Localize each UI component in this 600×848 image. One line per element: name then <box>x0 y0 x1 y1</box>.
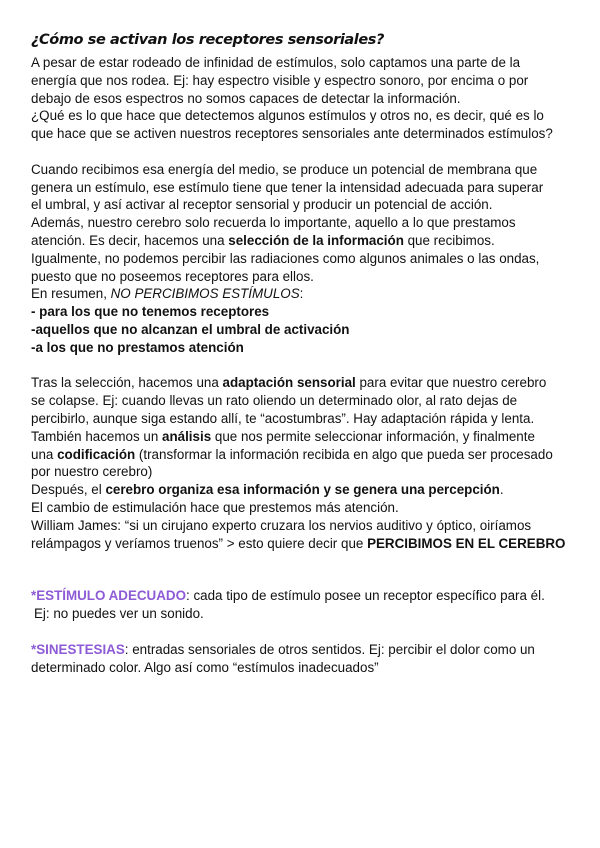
text-line <box>31 285 576 303</box>
note-synesthesia <box>31 641 576 677</box>
text-span: : cada tipo de estímulo posee un receptor específico para él. <box>186 588 545 604</box>
text-line: percibirlo, aunque siga estando allí, te “acostumbras”. Hay adaptación rápida y lenta. <box>31 410 535 426</box>
bold-term: análisis <box>162 428 212 444</box>
text-line: Además, nuestro cerebro solo recuerda lo importante, aquello a lo que prestamos <box>31 215 516 231</box>
text-line: Cuando recibimos esa energía del medio, se produce un potencial de membrana que <box>31 161 538 177</box>
text-line: se colapse. Ej: cuando llevas un rato oliendo un determinado olor, al rato dejas de <box>31 393 518 409</box>
text-span: Después, el <box>31 482 106 498</box>
text-line: por nuestro cerebro) <box>31 464 153 480</box>
text-line: que hace que se activen nuestros receptores sensoriales ante determinados estímulos? <box>31 126 553 142</box>
text-line <box>31 232 576 250</box>
text-line: Ej: no puedes ver un sonido. <box>34 606 204 622</box>
text-line: debajo de esos espectros no somos capaces de detectar la información. <box>31 90 461 106</box>
summary-item <box>31 339 576 357</box>
spacer <box>31 143 576 161</box>
bold-item: - para los que no tenemos receptores <box>31 304 270 320</box>
text-span: para evitar que nuestro cerebro <box>355 375 547 391</box>
text-line: determinado color. Algo así como “estímulos inadecuados” <box>31 659 379 675</box>
text-line: Igualmente, no podemos percibir las radiaciones como algunos animales o las ondas, <box>31 250 540 266</box>
text-span: una <box>31 446 58 462</box>
text-line <box>31 374 576 392</box>
text-span: Tras la selección, hacemos una <box>31 375 223 391</box>
adaptation-paragraph <box>31 374 576 552</box>
text-span: También hacemos un <box>31 428 163 444</box>
document-page <box>31 30 576 676</box>
bold-term: adaptación sensorial <box>222 375 356 391</box>
italic-term: NO PERCIBIMOS ESTÍMULOS <box>110 286 300 302</box>
text-span: En resumen, <box>31 286 111 302</box>
text-line <box>31 641 576 659</box>
text-line <box>31 481 576 499</box>
text-line <box>31 587 576 605</box>
text-span: que recibimos. <box>403 232 495 248</box>
text-span: atención. Es decir, hacemos una <box>31 232 229 248</box>
text-span: (transformar la información recibida en algo que pueda ser procesado <box>135 446 553 462</box>
text-line: El cambio de estimulación hace que prestemos más atención. <box>31 499 399 515</box>
intro-paragraph <box>31 54 576 143</box>
note-term: *SINESTESIAS <box>31 641 125 657</box>
bold-term: PERCIBIMOS EN EL CEREBRO <box>367 535 566 551</box>
spacer <box>31 552 576 587</box>
text-line: ¿Qué es lo que hace que detectemos algunos estímulos y otros no, es decir, qué es lo <box>31 108 544 124</box>
text-span: que nos permite seleccionar información, y finalmente <box>211 428 535 444</box>
text-span: : <box>299 286 304 302</box>
bold-item: -a los que no prestamos atención <box>31 339 244 355</box>
bold-term: cerebro organiza esa información y se genera una percepción <box>105 482 500 498</box>
bold-term: codificación <box>57 446 136 462</box>
text-line: A pesar de estar rodeado de infinidad de estímulos, solo captamos una parte de la <box>31 55 521 70</box>
text-span: . <box>499 482 504 498</box>
text-line <box>31 446 576 464</box>
text-span: : entradas sensoriales de otros sentidos. Ej: percibir el dolor como un <box>124 641 535 657</box>
summary-item <box>31 303 576 321</box>
text-line: genera un estímulo, ese estímulo tiene que tener la intensidad adecuada para superar <box>31 179 544 195</box>
text-line: William James: “si un cirujano experto cruzara los nervios auditivo y óptico, oiríamos <box>31 517 532 533</box>
summary-item <box>31 321 576 339</box>
bold-term: selección de la información <box>228 232 404 248</box>
spacer <box>31 623 576 641</box>
text-line: energía que nos rodea. Ej: hay espectro visible y espectro sonoro, por encima o por <box>31 72 529 88</box>
text-line <box>31 535 576 553</box>
text-span: relámpagos y veríamos truenos” > esto quiere decir que <box>31 535 368 551</box>
note-term: *ESTÍMULO ADECUADO <box>31 588 186 604</box>
text-line: el umbral, y así activar al receptor sensorial y producir un potencial de acción. <box>31 197 493 213</box>
spacer <box>31 357 576 375</box>
text-line: puesto que no poseemos receptores para ellos. <box>31 268 314 284</box>
text-line <box>31 428 576 446</box>
bold-item: -aquellos que no alcanzan el umbral de activación <box>31 321 350 337</box>
document-title: ¿Cómo se activan los receptores sensoriales? <box>31 32 385 48</box>
note-adequate-stimulus <box>31 587 576 623</box>
membrane-paragraph <box>31 161 576 357</box>
